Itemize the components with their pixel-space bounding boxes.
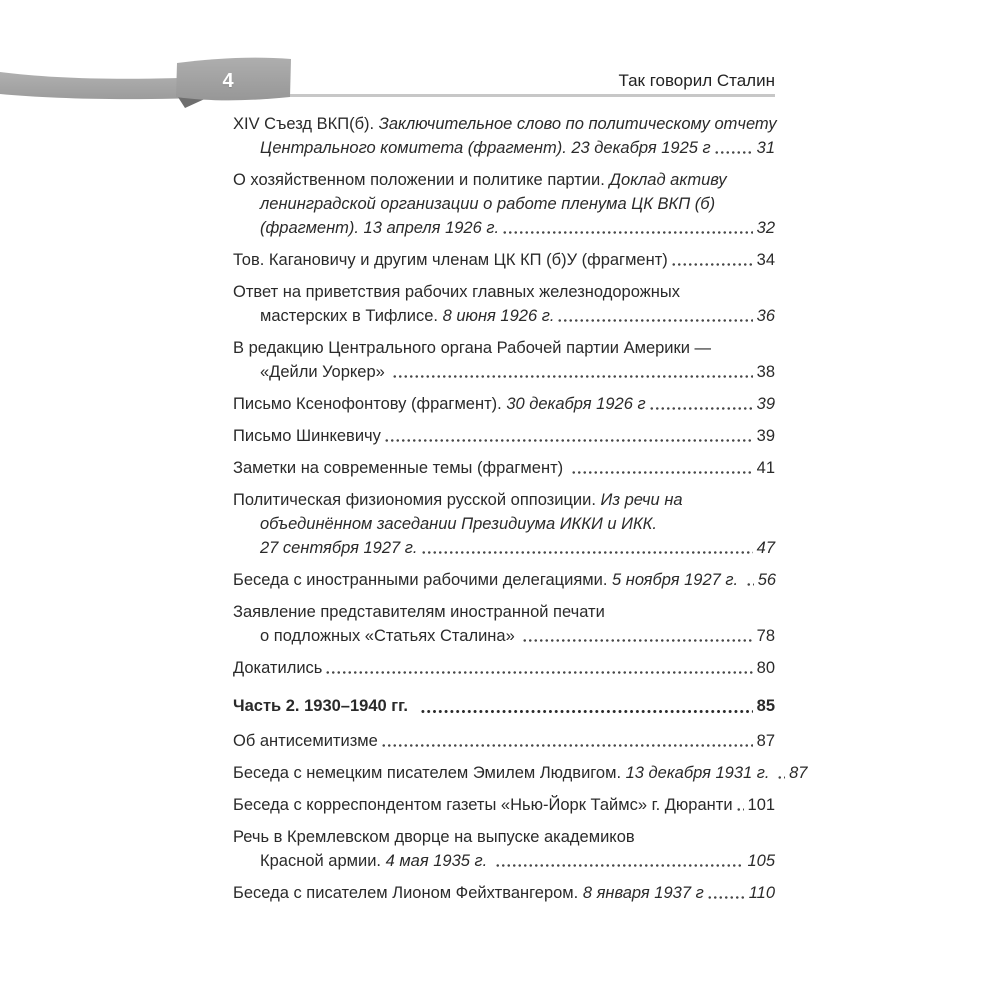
dot-leader [522,638,752,643]
toc-entry-text: 8 июня 1926 г. [442,307,555,325]
toc-entry-line [233,849,775,873]
toc-entry-line [233,248,775,272]
dot-leader [557,318,752,323]
dot-leader [381,743,753,748]
toc-entry-line [233,456,775,480]
toc-entry-text: Об антисемитизме [233,732,378,750]
toc-entry-line [233,392,775,416]
folio-page-number: 4 [222,70,234,92]
toc-entry-text: Красной армии. [260,852,386,870]
toc-entry-text: О хозяйственном положении и политике партии. [233,171,610,189]
toc-entry-line [233,624,775,648]
toc-entry [233,456,775,480]
dot-leader [649,406,753,411]
toc-page-number: 87 [789,764,808,782]
toc-entry-text: Доклад активу [609,171,727,189]
toc-entry [233,488,775,560]
toc-entry-text: объединённом заседании Президиума ИККИ и ИКК. [260,515,657,533]
toc-entry-text: Центрального комитета (фрагмент). 23 декабря 1925 г [260,139,711,157]
toc-entry-line [233,216,775,240]
toc-entry-text: 27 сентября 1927 г. [260,539,418,557]
toc-entry [233,336,775,384]
dot-leader [384,438,753,443]
toc-entry-text: Из речи на [600,491,683,509]
dot-leader [420,709,753,714]
toc-page-number: 80 [756,659,775,677]
toc-entry-text: Беседа с корреспондентом газеты «Нью-Йорк Таймс» г. Дюранти [233,796,733,814]
toc-entry-text: Заметки на современные темы (фрагмент) [233,459,568,477]
toc-entry-text: 4 мая 1935 г. [385,852,492,870]
toc-entry [233,600,775,648]
toc-entry [233,112,775,160]
toc-section-heading [233,694,775,718]
toc-entry-text: 30 декабря 1926 г [506,395,646,413]
toc-page-number: 41 [756,459,775,477]
toc-entry [233,761,808,785]
toc-page-number: 101 [747,796,776,814]
toc-page-number: 36 [756,307,775,325]
toc-page-number: 56 [757,571,777,589]
toc-entry-line [233,761,808,785]
toc-entry-line [233,280,775,304]
toc-page-number: 34 [756,251,775,269]
toc-entry-text: Часть 2. 1930–1940 гг. [233,697,418,715]
toc-entry [233,568,775,592]
toc-page-number: 31 [756,139,775,157]
toc-entry [233,248,775,272]
toc-entry [233,656,775,680]
toc-entry-text: «Дейли Уоркер» [260,363,390,381]
toc-entry-line [233,136,775,160]
toc-entry-line [233,192,775,216]
toc-entry-line [233,304,775,328]
toc-entry-line [233,825,775,849]
dot-leader [421,550,753,555]
dot-leader [707,895,745,900]
toc-entry-text: Заявление представителям иностранной печати [233,603,605,621]
toc-page-number: 85 [756,697,775,715]
toc-entry-text: Тов. Кагановичу и другим членам ЦК КП (б)У (фрагмент) [233,251,668,269]
toc-entry-line [233,694,775,718]
toc-entry-line [233,424,775,448]
toc-entry-text: мастерских в Тифлисе. [260,307,443,325]
toc-page-number: 38 [756,363,775,381]
toc-entry [233,424,775,448]
dot-leader [502,230,753,235]
toc-entry-text: 8 января 1937 г [582,884,704,902]
toc-entry [233,825,775,873]
dot-leader [714,150,753,155]
toc-entry [233,392,775,416]
toc-entry-text: Речь в Кремлевском дворце на выпуске академиков [233,828,635,846]
toc-page-number: 110 [748,884,775,902]
toc-entry-text: Заключительное слово по политическому отчету [378,115,777,133]
toc-entry [233,793,775,817]
toc-entry-line [233,112,775,136]
dot-leader [495,863,744,868]
toc-entry-text: Письмо Шинкевичу [233,427,381,445]
dot-leader [736,807,744,812]
toc-entry-line [233,600,775,624]
toc-entry-line [233,512,775,536]
toc-entry-line [233,656,775,680]
toc [233,112,808,913]
toc-entry-line [233,793,775,817]
toc-page-number: 39 [756,427,775,445]
toc-entry-text: ленинградской организации о работе пленума ЦК ВКП (б) [260,195,716,213]
toc-entry [233,280,775,328]
toc-entry-line [233,881,775,905]
toc-entry-text: Докатились [233,659,323,677]
toc-entry-line [233,360,775,384]
dot-leader [746,582,754,587]
toc-entry-line [233,488,775,512]
toc-entry-line [233,336,775,360]
toc-entry-text: 13 декабря 1931 г. [625,764,775,782]
toc-entry [233,729,775,753]
dot-leader [777,775,785,780]
dot-leader [571,470,753,475]
toc-entry [233,168,775,240]
toc-entry-text: Беседа с иностранными рабочими делегациями. [233,571,612,589]
toc-entry-text: Ответ на приветствия рабочих главных железнодорожных [233,283,680,301]
toc-entry-line [233,536,775,560]
toc-entry-text: (фрагмент). 13 апреля 1926 г. [260,219,500,237]
toc-entry-text: Беседа с писателем Лионом Фейхтвангером. [233,884,583,902]
toc-page-number: 47 [756,539,775,557]
dot-leader [392,374,752,379]
toc-entry-text: Письмо Ксенофонтову (фрагмент). [233,395,507,413]
toc-entry-text: XIV Съезд ВКП(б). [233,115,379,133]
toc-entry-text: 5 ноября 1927 г. [611,571,743,589]
dot-leader [325,670,752,675]
toc-entry-line [233,168,775,192]
toc-page-number: 78 [756,627,775,645]
toc-page-number: 39 [756,395,775,413]
running-head-title: Так говорил Сталин [618,71,775,90]
toc-entry-text: В редакцию Центрального органа Рабочей партии Америки — [233,339,712,357]
toc-entry-line [233,729,775,753]
dot-leader [671,262,753,267]
toc-entry [233,881,775,905]
toc-page-number: 87 [756,732,775,750]
page-number-ribbon [0,0,400,120]
toc-entry-text: Политическая физиономия русской оппозиции. [233,491,601,509]
toc-entry-line [233,568,775,592]
toc-entry-text: о подложных «Статьях Сталина» [260,627,520,645]
toc-page-number: 32 [756,219,775,237]
toc-entry-text: Беседа с немецким писателем Эмилем Людвигом. [233,764,626,782]
toc-page-number: 105 [747,852,775,870]
